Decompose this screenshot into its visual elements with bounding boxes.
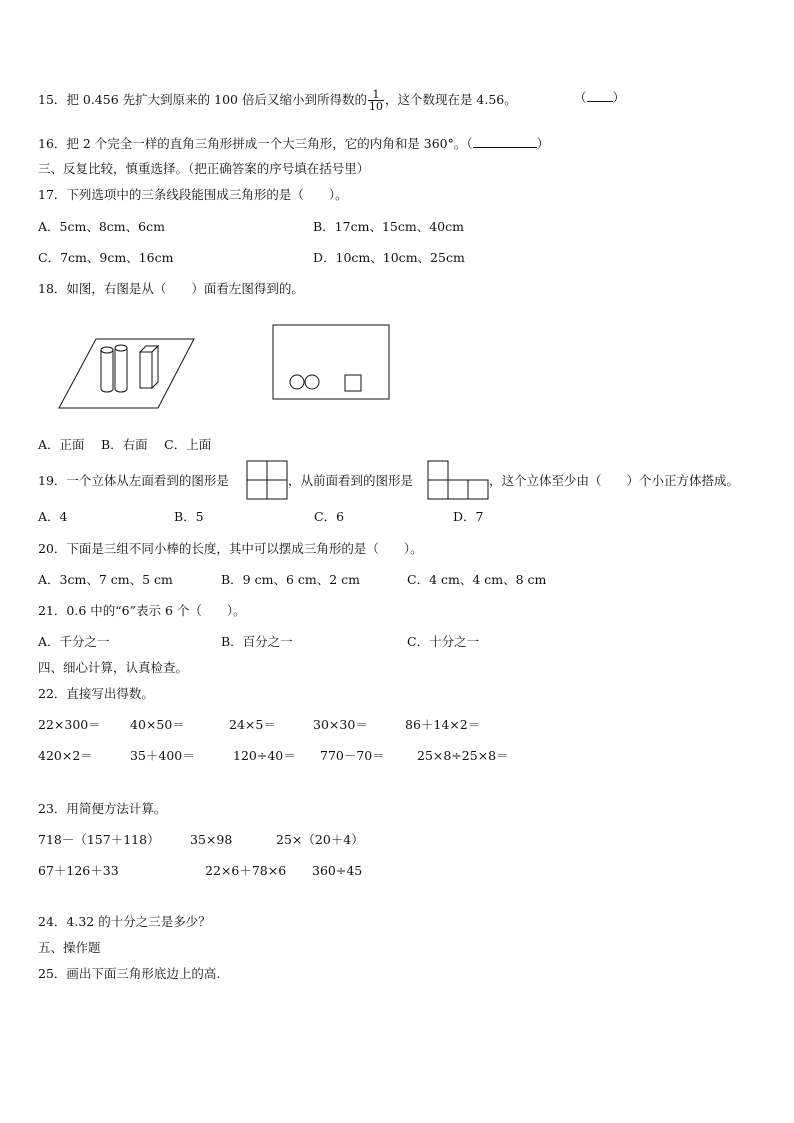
q16-line: [38, 135, 549, 152]
q15-answer-blank[interactable]: [574, 89, 625, 106]
q25-stem: 25．画出下面三角形底边上的高.: [38, 966, 221, 981]
q19-part3: ，这个立体至少由（ ）个小正方体搭成。: [489, 473, 740, 488]
q20-stem: 20．下面是三组不同小棒的长度，其中可以摆成三角形的是（ ）。: [38, 541, 423, 556]
section-3-heading: 三、反复比较，慎重选择。（把正确答案的序号填在括号里）: [38, 161, 370, 176]
q24-stem: 24．4.32 的十分之三是多少？: [38, 914, 211, 929]
square-view: [345, 375, 361, 391]
q15-frac-num: 1: [368, 89, 384, 101]
circle-view-1: [290, 375, 304, 389]
q19-option-a[interactable]: A．4: [38, 509, 68, 524]
q22-item: 86＋14×2＝: [405, 717, 481, 732]
q23-item: 22×6＋78×6: [205, 863, 287, 878]
q22-item: 25×8÷25×8＝: [417, 748, 509, 763]
q17-option-a[interactable]: A．5cm、8cm、6cm: [38, 219, 165, 234]
q17-option-d[interactable]: D．10cm、10cm、25cm: [313, 250, 465, 265]
q15-paren-close: ）: [612, 90, 626, 105]
q20-option-a[interactable]: A．3cm、7 cm、5 cm: [38, 572, 173, 587]
q22-item: 22×300＝: [38, 717, 101, 732]
section-5-heading: 五、操作题: [38, 940, 101, 955]
q19-option-c[interactable]: C．6: [314, 509, 345, 524]
q21-option-a[interactable]: A．千分之一: [38, 634, 110, 649]
section-4-heading: 四、细心计算，认真检查。: [38, 660, 189, 675]
q16-paren-close: ）: [536, 136, 550, 151]
q23-item: 35×98: [190, 832, 233, 847]
q22-item: 30×30＝: [313, 717, 368, 732]
q19-option-b[interactable]: B．5: [174, 509, 204, 524]
q18-left-figure: [56, 336, 196, 412]
q15-fraction: [368, 89, 384, 112]
q23-item: 67＋126＋33: [38, 863, 119, 878]
q17-option-c[interactable]: C．7cm、9cm、16cm: [38, 250, 174, 265]
q15-frac-den: 10: [368, 100, 383, 113]
q17-stem: 17．下列选项中的三条线段能围成三角形的是（ ）。: [38, 187, 348, 202]
cylinder-1: [101, 347, 113, 392]
q19-left-view-figure: [246, 460, 288, 500]
q21-stem: 21．0.6 中的“6”表示 6 个（ ）。: [38, 603, 246, 618]
q19-part2: ，从前面看到的图形是: [288, 473, 414, 488]
q22-item: 40×50＝: [130, 717, 185, 732]
q19-front-view-figure: [427, 460, 489, 500]
q23-item: 25×（20＋4）: [276, 832, 364, 847]
q15-text-before: 15．把 0.456 先扩大到原来的 100 倍后又缩小到所得数的: [38, 92, 367, 107]
q18-right-view-figure: [272, 324, 392, 401]
cuboid: [140, 346, 158, 388]
q23-item: 718－（157＋118）: [38, 832, 160, 847]
q15-paren-open: （: [574, 90, 587, 105]
q20-option-c[interactable]: C．4 cm、4 cm、8 cm: [407, 572, 547, 587]
q19-option-d[interactable]: D．7: [453, 509, 484, 524]
q22-item: 120÷40＝: [233, 748, 296, 763]
q21-option-c[interactable]: C．十分之一: [407, 634, 480, 649]
q23-item: 360÷45: [312, 863, 363, 878]
q17-option-b[interactable]: B．17cm、15cm、40cm: [313, 219, 464, 234]
q22-item: 770－70＝: [320, 748, 385, 763]
q15-line: [38, 89, 517, 112]
q18-stem: 18．如图，右图是从（ ）面看左图得到的。: [38, 281, 304, 296]
cylinder-2: [115, 345, 127, 392]
q22-stem: 22．直接写出得数。: [38, 686, 154, 701]
q20-option-b[interactable]: B．9 cm、6 cm、2 cm: [221, 572, 361, 587]
q22-item: 24×5＝: [229, 717, 276, 732]
q15-blank-line: [587, 89, 613, 102]
q18-options[interactable]: A．正面 B．右面 C．上面: [38, 437, 212, 452]
q21-option-b[interactable]: B．百分之一: [221, 634, 293, 649]
q22-item: 420×2＝: [38, 748, 93, 763]
q16-answer-blank[interactable]: [473, 135, 537, 148]
q15-text-after: ，这个数现在是 4.56。: [384, 92, 517, 107]
q19-part1: 19．一个立体从左面看到的图形是: [38, 473, 229, 488]
circle-view-2: [305, 375, 319, 389]
q16-text: 16．把 2 个完全一样的直角三角形拼成一个大三角形，它的内角和是 360°。（: [38, 136, 473, 151]
q23-stem: 23．用简便方法计算。: [38, 801, 167, 816]
q22-item: 35＋400＝: [130, 748, 195, 763]
